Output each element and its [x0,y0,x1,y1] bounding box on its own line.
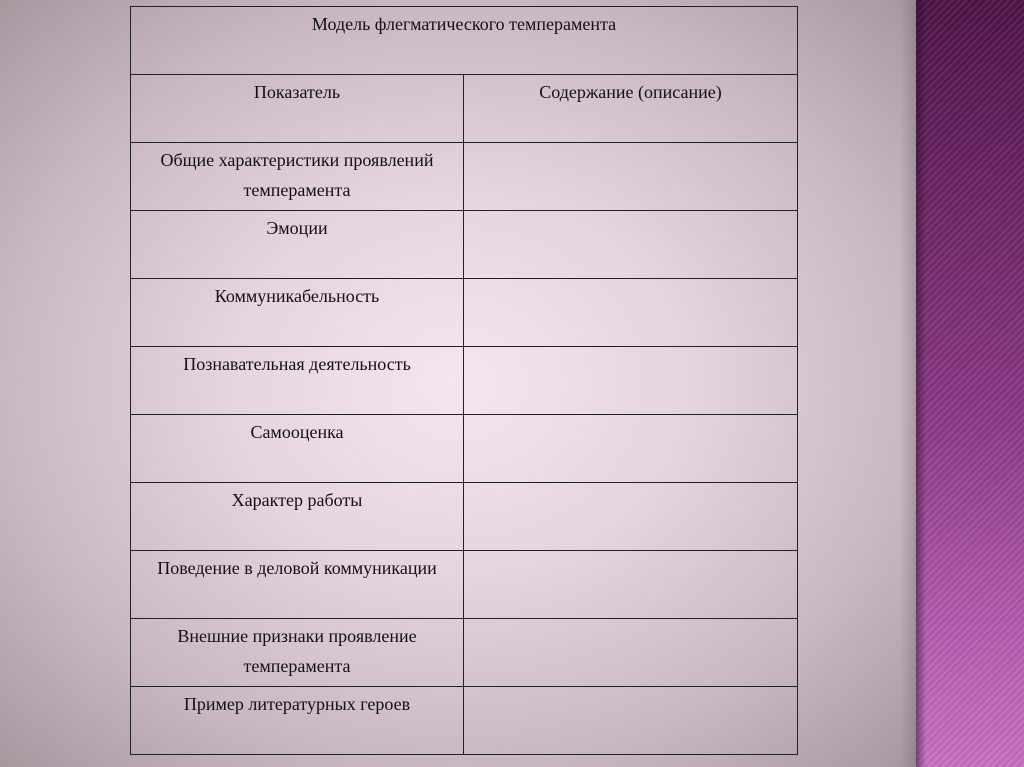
content-cell[interactable] [464,483,798,551]
indicator-cell: Познавательная деятельность [131,347,464,415]
indicator-cell: Самооценка [131,415,464,483]
header-indicator: Показатель [131,75,464,143]
table-row [131,551,798,619]
indicator-cell: Общие характеристики проявлений темперамента [131,143,464,211]
table-row [131,687,798,755]
indicator-cell: Характер работы [131,483,464,551]
table-row [131,483,798,551]
table-row [131,211,798,279]
content-cell[interactable] [464,211,798,279]
content-cell[interactable] [464,347,798,415]
table-row [131,279,798,347]
indicator-cell: Пример литературных героев [131,687,464,755]
content-cell[interactable] [464,415,798,483]
slide-edge-shadow [900,0,916,767]
header-content: Содержание (описание) [464,75,798,143]
decorative-accent-bar [916,0,1024,767]
table-title-row [131,7,798,75]
table-row [131,347,798,415]
table-row [131,415,798,483]
content-cell[interactable] [464,687,798,755]
indicator-cell: Внешние признаки проявление темперамента [131,619,464,687]
temperament-table [130,6,798,755]
indicator-cell: Коммуникабельность [131,279,464,347]
content-cell[interactable] [464,279,798,347]
content-cell[interactable] [464,619,798,687]
table-header-row [131,75,798,143]
content-cell[interactable] [464,143,798,211]
table-row [131,143,798,211]
table-title: Модель флегматического темперамента [131,7,798,75]
table-row [131,619,798,687]
indicator-cell: Поведение в деловой коммуникации [131,551,464,619]
content-cell[interactable] [464,551,798,619]
indicator-cell: Эмоции [131,211,464,279]
